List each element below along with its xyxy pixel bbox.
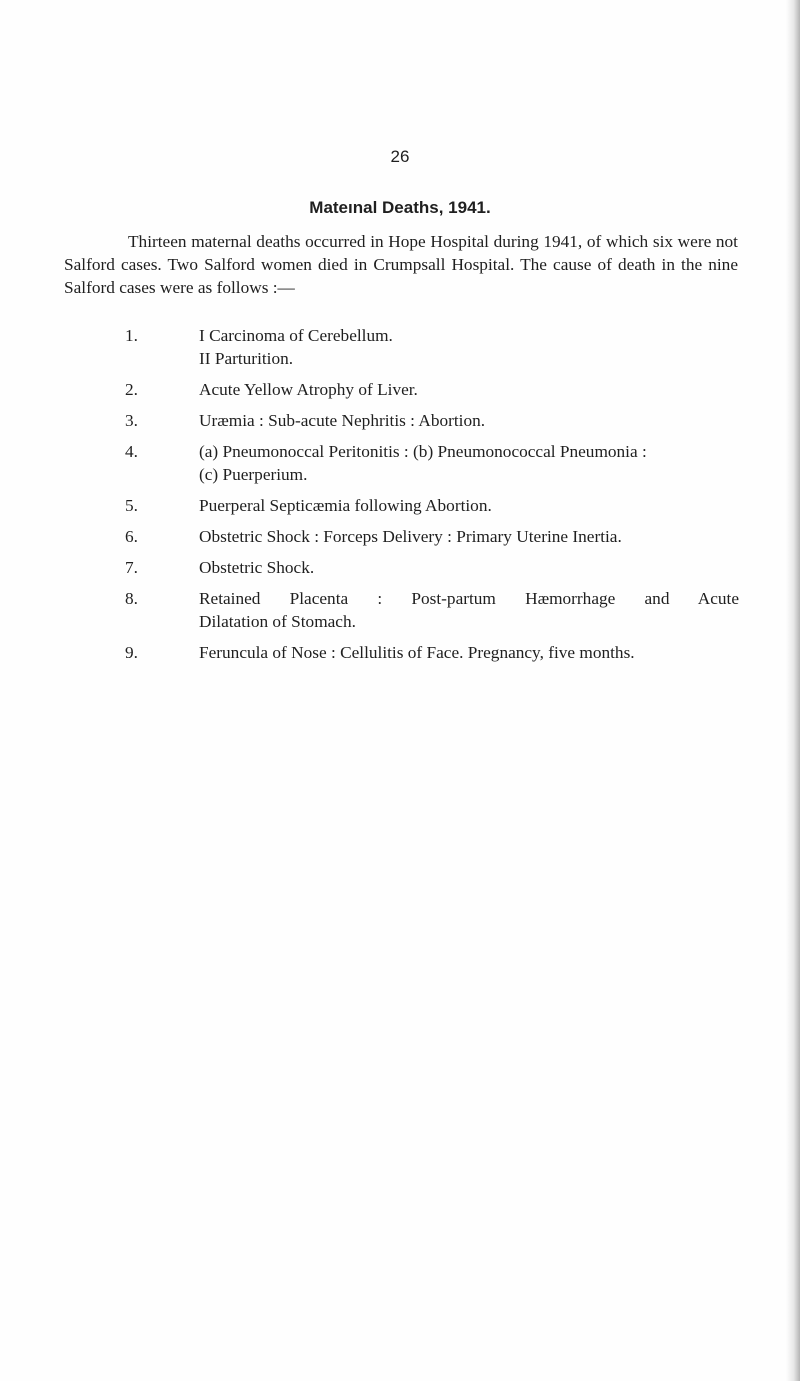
cause-number: 7. bbox=[125, 558, 138, 577]
cause-number: 3. bbox=[125, 411, 138, 430]
cause-item bbox=[0, 378, 800, 401]
cause-text bbox=[199, 641, 739, 664]
cause-item bbox=[0, 641, 800, 664]
cause-item bbox=[0, 587, 800, 633]
cause-number: 1. bbox=[125, 326, 138, 345]
cause-text bbox=[199, 494, 739, 517]
causes-list bbox=[0, 324, 800, 672]
cause-item bbox=[0, 556, 800, 579]
cause-line: (a) Pneumonoccal Peritonitis : (b) Pneumonococcal Pneumonia : bbox=[199, 442, 647, 461]
cause-text bbox=[199, 525, 739, 548]
cause-text bbox=[199, 587, 739, 633]
cause-number: 8. bbox=[125, 589, 138, 608]
cause-item bbox=[0, 525, 800, 548]
cause-item bbox=[0, 440, 800, 486]
cause-line: Retained Placenta : Post-partum Hæmorrhage and Acute bbox=[199, 589, 739, 608]
cause-line: Puerperal Septicæmia following Abortion. bbox=[199, 496, 492, 515]
cause-item bbox=[0, 494, 800, 517]
cause-number: 2. bbox=[125, 380, 138, 399]
cause-line: II Parturition. bbox=[199, 349, 294, 368]
cause-text bbox=[199, 409, 739, 432]
page-title: Mateınal Deaths, 1941. bbox=[309, 198, 491, 217]
cause-text bbox=[199, 378, 739, 401]
cause-number: 4. bbox=[125, 442, 138, 461]
cause-line: Obstetric Shock : Forceps Delivery : Primary Uterine Inertia. bbox=[199, 527, 622, 546]
cause-number: 6. bbox=[125, 527, 138, 546]
cause-line: Acute Yellow Atrophy of Liver. bbox=[199, 380, 418, 399]
cause-text bbox=[199, 324, 739, 370]
cause-number: 5. bbox=[125, 496, 138, 515]
cause-item bbox=[0, 324, 800, 370]
cause-line: I Carcinoma of Cerebellum. bbox=[199, 326, 393, 345]
cause-line: Feruncula of Nose : Cellulitis of Face. Pregnancy, five months. bbox=[199, 643, 635, 662]
intro-paragraph: Thirteen maternal deaths occurred in Hope Hospital during 1941, of which six were not Salford cases. Two Salford women died in Crumpsall Hospital. The cause of death in the nine Salford cases were as follows :— bbox=[64, 232, 738, 297]
cause-line: (c) Puerperium. bbox=[199, 465, 308, 484]
cause-number: 9. bbox=[125, 643, 138, 662]
cause-line: Uræmia : Sub-acute Nephritis : Abortion. bbox=[199, 411, 486, 430]
cause-line: Obstetric Shock. bbox=[199, 558, 315, 577]
cause-item bbox=[0, 409, 800, 432]
cause-line: Dilatation of Stomach. bbox=[199, 612, 356, 631]
page-number: 26 bbox=[390, 147, 410, 166]
cause-text bbox=[199, 556, 739, 579]
cause-text bbox=[199, 440, 739, 486]
